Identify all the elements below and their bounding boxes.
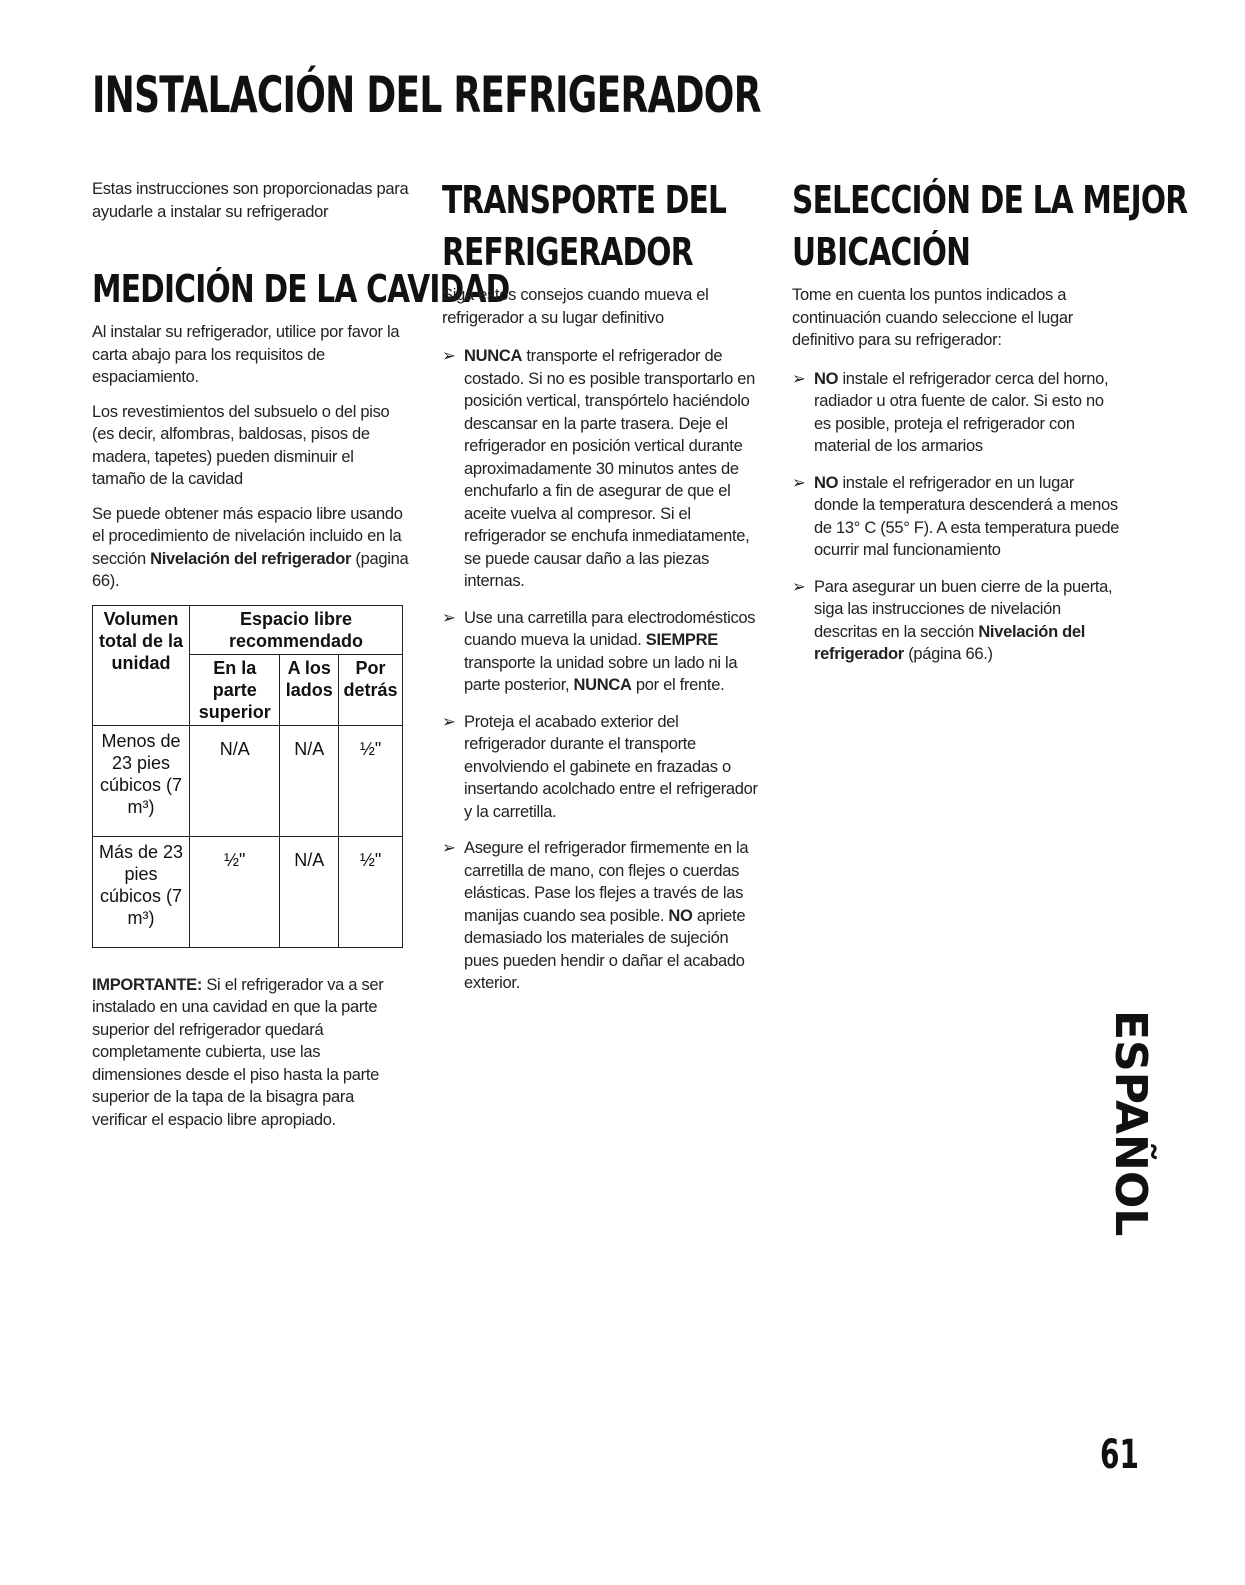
cavity-paragraph-2: Los revestimientos del subsuelo o del piso (es decir, alfombras, baldosas, pisos de madera, tapetes) pueden disminuir el tamaño de la cavidad (92, 402, 390, 488)
column-transport (442, 178, 762, 1009)
cell-sides: N/A (280, 836, 339, 947)
list-item-emphasis: SIEMPRE (645, 631, 718, 649)
clearance-table (92, 605, 403, 948)
section-heading-location-2: UBICACIÓN (792, 230, 971, 274)
intro-text: Estas instrucciones son proporcionadas para ayudarle a instalar su refrigerador (92, 180, 409, 221)
header-top: En la parte superior (190, 654, 280, 725)
leveling-reference: Nivelación del refrigerador (814, 622, 1086, 663)
page-title: INSTALACIÓN DEL REFRIGERADOR (92, 66, 761, 124)
important-text: Si el refrigerador va a ser instalado en una cavidad en que la parte superior del refrigerador quedará completamente cubierta, use las dimensiones desde el piso hasta la parte superior de la tapa de la bisagra para verificar el espacio libre apropiado. (92, 975, 384, 1129)
header-back: Por detrás (339, 654, 403, 725)
important-note (92, 974, 410, 1132)
header-clearance: Espacio libre recommendado (190, 605, 403, 654)
list-item (792, 576, 1122, 666)
cell-top: ½" (190, 836, 280, 947)
location-intro: Tome en cuenta los puntos indicados a continuación cuando seleccione el lugar definitivo para su refrigerador: (792, 286, 1073, 349)
list-item-emphasis: NO (668, 906, 693, 925)
section-heading-location-1: SELECCIÓN DE LA MEJOR (792, 178, 1188, 222)
section-heading-transport-2: REFRIGERADOR (442, 230, 693, 274)
arrow-bullet-icon: ➢ (442, 608, 456, 627)
list-item-text: apriete demasiado los materiales de sujeción pues pueden hendir o dañar el acabado exterior. (464, 906, 746, 992)
arrow-bullet-icon: ➢ (442, 839, 456, 857)
arrow-bullet-icon: ➢ (792, 473, 806, 492)
list-item-emphasis: NO (814, 369, 839, 388)
important-label: IMPORTANTE: (92, 975, 203, 994)
list-item-emphasis: NUNCA (573, 676, 632, 694)
arrow-bullet-icon: ➢ (442, 347, 456, 365)
row-label: Más de 23 pies cúbicos (7 m³) (93, 836, 190, 947)
list-item-text: (página 66.) (903, 645, 993, 663)
list-item-text: Use una carretilla para electrodomésticos cuando mueva la unidad. (464, 608, 756, 649)
section-heading-transport-1: TRANSPORTE DEL (442, 178, 727, 222)
arrow-bullet-icon: ➢ (442, 712, 456, 731)
list-item (442, 711, 762, 824)
list-item-text: Proteja el acabado exterior del refrigerador durante el transporte envolviendo el gabinete en frazadas o insertando acolchado entre el refrigerador y la carretilla. (464, 712, 758, 821)
list-item-text: instale el refrigerador en un lugar donde la temperatura descenderá a menos de 13° C (55° F). A esta temperatura puede ocurrir mal funcionamiento (814, 473, 1120, 559)
location-list (792, 368, 1122, 666)
cavity-paragraph-3 (92, 503, 410, 593)
arrow-bullet-icon: ➢ (792, 577, 806, 596)
page-number: 61 (1100, 1432, 1139, 1478)
transport-list (442, 345, 762, 995)
cavity-p3-pre: Se puede obtener más espacio libre usando el procedimiento de nivelación incluido en la sección (92, 504, 403, 568)
table-row (93, 836, 403, 947)
table-row (93, 725, 403, 836)
list-item-emphasis: NUNCA (464, 347, 523, 365)
cavity-p3-post: (pagina 66). (92, 549, 409, 590)
language-side-tab (1105, 1010, 1162, 1237)
leveling-reference: Nivelación del refrigerador (150, 549, 352, 568)
list-item-text: transporte la unidad sobre un lado ni la parte posterior, (464, 653, 738, 694)
list-item (792, 368, 1122, 458)
language-label: ESPAÑOL (1105, 1010, 1156, 1237)
cell-back: ½" (339, 836, 403, 947)
list-item-emphasis: NO (814, 473, 839, 492)
column-location (792, 178, 1188, 680)
list-item (792, 472, 1122, 562)
header-sides: A los lados (280, 654, 339, 725)
cell-back: ½" (339, 725, 403, 836)
cell-top: N/A (190, 725, 280, 836)
cell-sides: N/A (280, 725, 339, 836)
arrow-bullet-icon: ➢ (792, 369, 806, 388)
row-label: Menos de 23 pies cúbicos (7 m³) (93, 725, 190, 836)
transport-intro: Siga estos consejos cuando mueva el refrigerador a su lugar definitivo (442, 286, 709, 327)
header-volume: Volumen total de la unidad (93, 605, 190, 725)
list-item-text: Asegure el refrigerador firmemente en la carretilla de mano, con flejes o cuerdas elásticas. Pase los flejes a través de las manijas cuando sea posible. (464, 839, 749, 925)
list-item-text: instale el refrigerador cerca del horno, radiador u otra fuente de calor. Si esto no es posible, proteja el refrigerador con material de los armarios (814, 369, 1109, 455)
list-item (442, 607, 762, 697)
section-heading-cavity: MEDICIÓN DE LA CAVIDAD (92, 267, 510, 311)
list-item-text: Para asegurar un buen cierre de la puerta, siga las instrucciones de nivelación descritas en la sección (814, 577, 1113, 641)
list-item (442, 837, 762, 995)
list-item-text: por el frente. (631, 676, 725, 694)
list-item (442, 345, 762, 593)
cavity-paragraph-1: Al instalar su refrigerador, utilice por favor la carta abajo para los requisitos de espaciamiento. (92, 323, 400, 386)
list-item-text: transporte el refrigerador de costado. Si no es posible transportarlo en posición vertical, transpórtelo haciéndolo descansar en la parte trasera. Deje el refrigerador en posición vertical durante aproximadamente 30 minutos antes de enchufarlo a fin de asegurar de que el aceite vuelva al compresor. Si el refrigerador se enchufa inmediatamente, se puede causar daño a las piezas internas. (464, 347, 755, 590)
